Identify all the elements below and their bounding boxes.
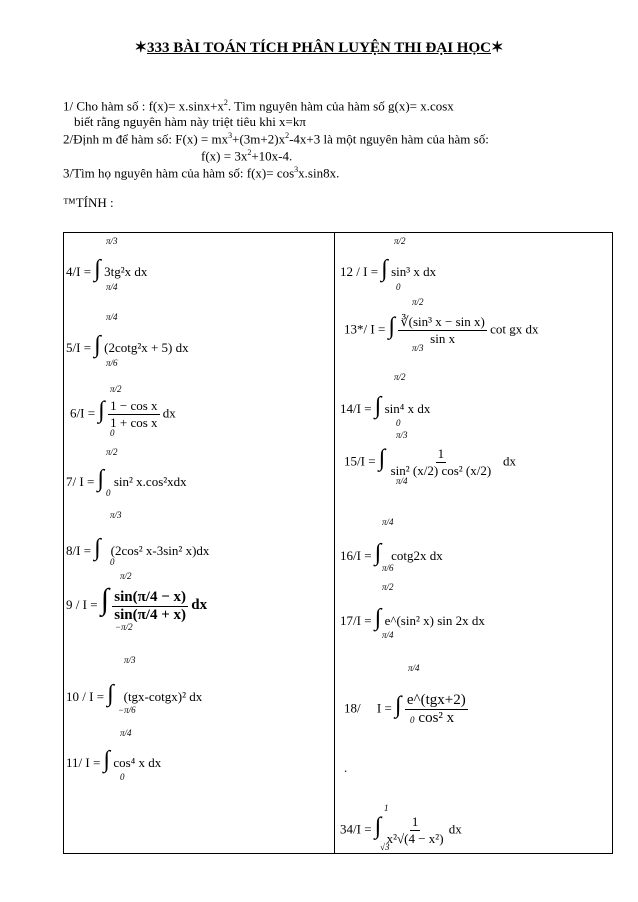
problem-8: 8/I = ∫ (2cos² x-3sin² x)dx	[66, 535, 210, 561]
lower-limit: π/6	[106, 358, 118, 368]
lower-limit: π/4	[106, 282, 118, 292]
problem-12: 12 / I = ∫ sin³ x dx	[340, 256, 437, 282]
upper-limit: π/2	[412, 297, 424, 307]
problem-15: 15/I = ∫ $\frac{1}{\text{sin² (x/2) cos² (x/2)}}$ dx	[344, 445, 516, 478]
problem-2-cont: $f(x) = 3x^2+10x-4$.	[201, 148, 293, 164]
integral-sign: ∫	[94, 535, 101, 561]
title-text: 333 BÀI TOÁN TÍCH PHÂN LUYỆN THI ĐẠI HỌC	[147, 40, 491, 56]
page-title	[0, 38, 638, 57]
lower-limit: π/6	[382, 563, 394, 573]
lower-limit: 0	[120, 772, 125, 782]
upper-limit: 1	[384, 803, 389, 813]
upper-limit: π/2	[110, 384, 122, 394]
problem-14: 14/I = ∫ sin⁴ x dx	[340, 393, 431, 419]
upper-limit: π/3	[106, 236, 118, 246]
upper-limit: π/4	[382, 517, 394, 527]
star-icon: ✶	[490, 40, 504, 56]
integral-sign: ∫	[98, 397, 105, 424]
lower-limit: 0	[396, 282, 401, 292]
lower-limit: 0	[110, 428, 115, 438]
integral-sign: ∫	[103, 747, 111, 773]
lower-limit: 0	[106, 488, 111, 498]
lower-limit: π/3	[412, 343, 424, 353]
upper-limit: π/2	[382, 582, 394, 592]
integral-sign: ∫	[388, 313, 396, 340]
integral-sign: ∫	[94, 332, 101, 358]
problem-11: 11/ I = ∫ cos⁴ x dx	[66, 747, 162, 773]
upper-limit: π/2	[394, 236, 406, 246]
lower-limit: 0	[410, 715, 415, 725]
problem-1-cont: biết rằng nguyên hàm này triệt tiêu khi x=kπ	[74, 114, 306, 129]
upper-limit: π/4	[106, 312, 118, 322]
problem-4: 4/I = ∫ 3tg²x dx	[66, 256, 148, 282]
problem-1: 1/ Cho hàm số : $f(x)= x.\sin x+x^2$. Tìm nguyên hàm của hàm số g(x)= x.cosx	[63, 98, 454, 114]
integral-sign: ∫	[94, 256, 101, 282]
problem-10: 10 / I = ∫ (tgx-cotgx)² dx	[66, 681, 203, 707]
lower-limit: √3	[380, 842, 390, 852]
integral-sign: ∫	[374, 540, 382, 566]
integral-sign: ∫	[374, 393, 382, 419]
lower-limit: 0	[396, 418, 401, 428]
problem-3: 3/Tìm họ nguyên hàm của hàm số: $f(x)= \cos^3x.\sin 8x$.	[63, 165, 340, 181]
problem-2: 2/Định m để hàm số: $F(x) = mx^3+(3m+2)x^2-4x+3$ là một nguyên hàm của hàm số:	[63, 131, 489, 147]
problem-17: 17/I = ∫ e^(sin² x) sin 2x dx	[340, 605, 485, 631]
table-divider	[334, 232, 335, 854]
upper-limit: π/2	[120, 571, 132, 581]
upper-limit: π/3	[124, 655, 136, 665]
upper-limit: π/4	[408, 663, 420, 673]
star-icon: ✶	[134, 40, 148, 56]
integral-sign: ∫	[107, 681, 114, 707]
integral-sign: ∫	[97, 466, 105, 492]
integral-sign: ∫	[395, 692, 402, 719]
integral-sign: ∫	[374, 605, 382, 631]
integral-sign: ∫	[378, 445, 386, 472]
stray-dot: .	[344, 760, 348, 775]
problem-9: 9 / I = ∫ $\frac{\sin(\pi/4 - x)}{\sin(\pi/4 + x)}$ dx	[66, 583, 208, 623]
upper-limit: π/3	[396, 430, 408, 440]
problem-7: 7/ I = ∫ sin² x.cos²xdx	[66, 466, 187, 492]
lower-limit: −π/2	[115, 622, 133, 632]
lower-limit: π/4	[382, 630, 394, 640]
problem-13: 13*/ I = ∫ $\frac{\text{∛(sin³ x − sin x)}}{\text{sin x}}$ cot gx dx	[344, 313, 539, 346]
compute-heading: ™TÍNH :	[63, 195, 114, 210]
integral-sign: ∫	[381, 256, 388, 282]
lower-limit: π/4	[396, 476, 408, 486]
upper-limit: π/4	[120, 728, 132, 738]
integral-sign: ∫	[100, 583, 109, 616]
upper-limit: π/3	[110, 510, 122, 520]
problem-34: 34/I = ∫ $\frac{1}{\text{x²√(4 − x²)}}$ dx	[340, 813, 462, 846]
problem-5: 5/I = ∫ (2cotg²x + 5) dx	[66, 332, 189, 358]
upper-limit: π/2	[106, 447, 118, 457]
upper-limit: π/2	[394, 372, 406, 382]
problem-18: 18/ I = ∫ $\frac{\text{e\textasciicircum{}(tgx+2)}}{\text{cos² x}}$	[344, 692, 466, 726]
lower-limit: −π/6	[118, 705, 136, 715]
problem-16: 16/I = ∫ cotg2x dx	[340, 540, 443, 566]
lower-limit: 0	[110, 557, 115, 567]
problem-6: 6/I = ∫ $\frac{\text{1 − cos x}}{\text{1 + cos x}}$ dx	[70, 397, 176, 430]
integral-sign: ∫	[374, 813, 382, 840]
